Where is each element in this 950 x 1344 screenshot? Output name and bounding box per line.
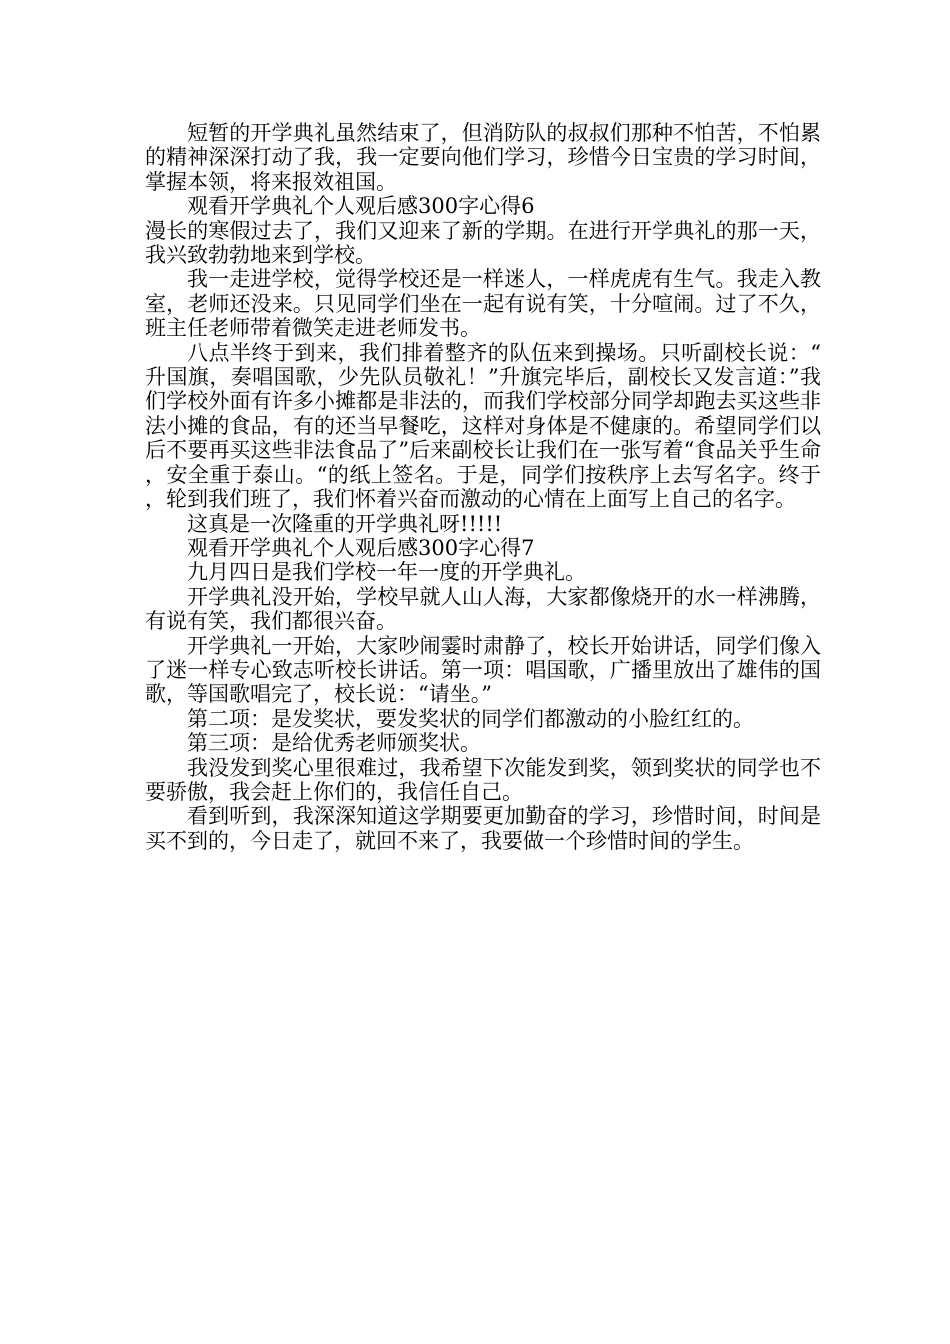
section-heading: 观看开学典礼个人观后感300字心得7 xyxy=(187,535,535,560)
paragraph: 开学典礼一开始，大家吵闹霎时肃静了，校长开始讲话，同学们像入了迷一样专心致志听校长讲话。第一项：唱国歌，广播里放出了雄伟的国歌，等国歌唱完了，校长说：“请坐。” xyxy=(145,633,821,707)
paragraph: 短暂的开学典礼虽然结束了，但消防队的叔叔们那种不怕苦，不怕累的精神深深打动了我，我一定要向他们学习，珍惜今日宝贵的学习时间，掌握本领，将来报效祖国。 xyxy=(145,121,821,194)
paragraph: 看到听到，我深深知道这学期要更加勤奋的学习，珍惜时间，时间是买不到的，今日走了，就回不来了，我要做一个珍惜时间的学生。 xyxy=(145,804,821,853)
paragraph: 第二项：是发奖状，要发奖状的同学们都激动的小脸红红的。 xyxy=(187,706,754,731)
paragraph: 这真是一次隆重的开学典礼呀!!!!! xyxy=(187,511,503,536)
paragraph: 开学典礼没开始，学校早就人山人海，大家都像烧开的水一样沸腾，有说有笑，我们都很兴奋。 xyxy=(145,584,821,634)
paragraph: 我一走进学校，觉得学校还是一样迷人，一样虎虎有生气。我走入教室，老师还没来。只见同学们坐在一起有说有笑，十分喧闹。过了不久，班主任老师带着微笑走进老师发书。 xyxy=(145,267,821,341)
paragraph: 第三项：是给优秀老师颁奖状。 xyxy=(187,731,481,756)
section-heading: 观看开学典礼个人观后感300字心得6 xyxy=(187,194,535,219)
document-page xyxy=(145,121,821,853)
paragraph: 我没发到奖心里很难过，我希望下次能发到奖，领到奖状的同学也不要骄傲，我会赶上你们的，我信任自己。 xyxy=(145,755,821,804)
paragraph: 漫长的寒假过去了，我们又迎来了新的学期。在进行开学典礼的那一天，我兴致勃勃地来到学校。 xyxy=(145,218,821,268)
paragraph: 八点半终于到来，我们排着整齐的队伍来到操场。只听副校长说：“升国旗，奏唱国歌，少先队员敬礼！”升旗完毕后，副校长又发言道：”我们学校外面有许多小摊都是非法的，而我们学校部分同学却跑去买这些非法小摊的食品，有的还当早餐吃，这样对身体是不健康的。希望同学们以后不要再买这些非法食品了”后来副校长让我们在一张写着“食品关乎生命，安全重于泰山。“的纸上签名。于是，同学们按秩序上去写名字。终于，轮到我们班了，我们怀着兴奋而激动的心情在上面写上自己的名字。 xyxy=(145,340,821,512)
paragraph: 九月四日是我们学校一年一度的开学典礼。 xyxy=(187,560,586,585)
